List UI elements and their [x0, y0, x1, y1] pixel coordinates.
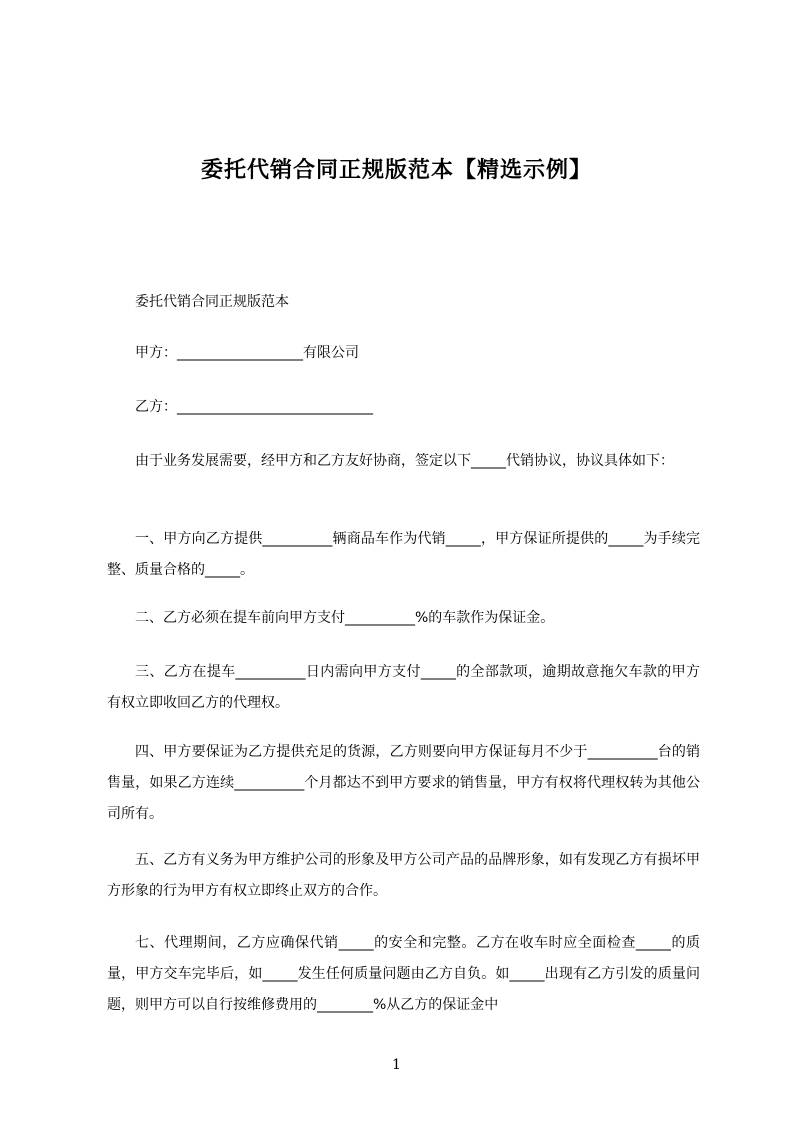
paragraph-party-a: 甲方：__________________有限公司: [135, 345, 359, 361]
paragraph-clause-5: 五、乙方有义务为甲方维护公司的形象及甲方公司产品的品牌形象，如有发现乙方有损坏甲方形象的行为甲方有权立即终止双方的合作。: [107, 852, 700, 899]
paragraph-clause-3: 三、乙方在提车__________日内需向甲方支付_____的全部款项，逾期故意拖欠车款的甲方有权立即收回乙方的代理权。: [107, 664, 700, 711]
page-number: 1: [392, 1057, 401, 1073]
paragraph-subtitle: 委托代销合同正规版范本: [135, 294, 289, 310]
document-title: 委托代销合同正规版范本【精选示例】: [200, 157, 592, 183]
paragraph-party-b: 乙方：____________________________: [135, 399, 373, 415]
paragraph-clause-2: 二、乙方必须在提车前向甲方支付__________%的车款作为保证金。: [135, 610, 555, 626]
paragraph-clause-1: 一、甲方向乙方提供__________辆商品车作为代销_____，甲方保证所提供的_____为手续完整、质量合格的_____。: [107, 531, 700, 578]
paragraph-clause-4: 四、甲方要保证为乙方提供充足的货源，乙方则要向甲方保证每月不少于__________台的销售量，如果乙方连续__________个月都达不到甲方要求的销售量，甲方有权将代理权转为其他公司所有。: [107, 744, 700, 822]
paragraph-clause-7: 七、代理期间，乙方应确保代销_____的安全和完整。乙方在收车时应全面检查_____的质量，甲方交车完毕后，如_____发生任何质量问题由乙方自负。如_____出现有乙方引发的质量问题，则甲方可以自行按维修费用的________%从乙方的保证金中: [107, 935, 700, 1013]
paragraph-preamble: 由于业务发展需要，经甲方和乙方友好协商，签定以下_____代销协议，协议具体如下：: [135, 453, 674, 469]
